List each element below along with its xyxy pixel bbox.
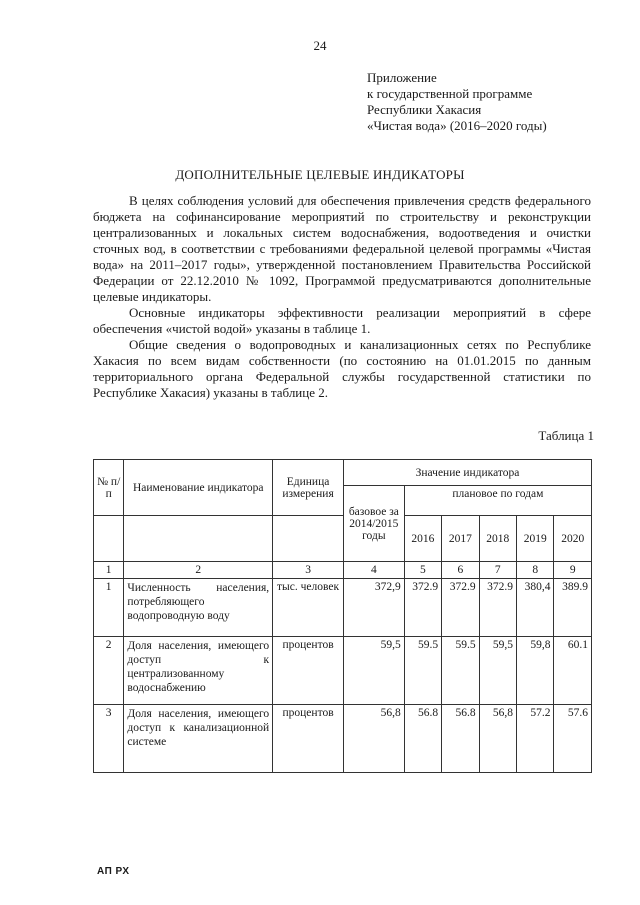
header-year: 2019 [517, 516, 554, 562]
table-label: Таблица 1 [538, 428, 594, 443]
row-unit: тыс. человек [273, 579, 344, 637]
column-number: 7 [479, 562, 516, 579]
body-text [93, 193, 591, 401]
row-unit: процентов [273, 637, 344, 705]
header-year: 2016 [404, 516, 441, 562]
row-value: 56,8 [479, 705, 516, 773]
appendix-line: Республики Хакасия [367, 102, 482, 117]
column-number: 1 [94, 562, 124, 579]
row-value: 372.9 [442, 579, 479, 637]
row-value: 56.8 [442, 705, 479, 773]
row-value: 60.1 [554, 637, 592, 705]
page-number: 24 [313, 38, 327, 53]
header-year: 2020 [554, 516, 592, 562]
row-value: 56.8 [404, 705, 441, 773]
header-name: Наименование индикатора [124, 460, 273, 516]
table-row [94, 637, 592, 705]
header-blank [94, 516, 124, 562]
paragraph: Общие сведения о водопроводных и канализационных сетях по Республике Хакасия по всем видам собственности (по состоянию на 01.01.2015 по данным территориального органа Федеральной службы государственной статистики по Республике Хакасия) указаны в таблице 2. [93, 337, 591, 400]
row-value: 59,8 [517, 637, 554, 705]
row-unit: процентов [273, 705, 344, 773]
header-value-group: Значение индикатора [343, 460, 591, 486]
header-unit: Единица измерения [273, 460, 344, 516]
row-name: Доля населения, имеющего доступ к канализационной системе [124, 705, 273, 773]
row-num: 1 [94, 579, 124, 637]
header-base: базовое за 2014/2015 годы [343, 486, 404, 562]
row-value: 380,4 [517, 579, 554, 637]
appendix-line: «Чистая вода» (2016–2020 годы) [367, 118, 547, 133]
row-value: 372.9 [479, 579, 516, 637]
row-base: 56,8 [343, 705, 404, 773]
column-number: 3 [273, 562, 344, 579]
column-number: 4 [343, 562, 404, 579]
row-num: 2 [94, 637, 124, 705]
row-name: Доля населения, имеющего доступ к централизованному водоснабжению [124, 637, 273, 705]
row-num: 3 [94, 705, 124, 773]
indicators-table [93, 459, 592, 773]
row-value: 59.5 [404, 637, 441, 705]
row-name: Численность населения, потребляющего водопроводную воду [124, 579, 273, 637]
header-blank [124, 516, 273, 562]
row-value: 57.6 [554, 705, 592, 773]
appendix-header [367, 70, 547, 134]
table-row [94, 579, 592, 637]
header-year: 2018 [479, 516, 516, 562]
appendix-line: к государственной программе [367, 86, 533, 101]
header-planned-group: плановое по годам [404, 486, 591, 516]
column-number-row [94, 562, 592, 579]
row-value: 389.9 [554, 579, 592, 637]
row-base: 59,5 [343, 637, 404, 705]
table-row [94, 705, 592, 773]
column-number: 9 [554, 562, 592, 579]
appendix-line: Приложение [367, 70, 437, 85]
row-value: 57.2 [517, 705, 554, 773]
row-value: 372.9 [404, 579, 441, 637]
header-num: № п/п [94, 460, 124, 516]
header-blank [273, 516, 344, 562]
footer-mark: АП РХ [97, 866, 130, 877]
row-value: 59.5 [442, 637, 479, 705]
paragraph: Основные индикаторы эффективности реализации мероприятий в сфере обеспечения «чистой водой» указаны в таблице 1. [93, 305, 591, 336]
header-year: 2017 [442, 516, 479, 562]
row-base: 372,9 [343, 579, 404, 637]
document-title: ДОПОЛНИТЕЛЬНЫЕ ЦЕЛЕВЫЕ ИНДИКАТОРЫ [175, 167, 465, 182]
column-number: 8 [517, 562, 554, 579]
column-number: 6 [442, 562, 479, 579]
row-value: 59,5 [479, 637, 516, 705]
column-number: 5 [404, 562, 441, 579]
column-number: 2 [124, 562, 273, 579]
paragraph: В целях соблюдения условий для обеспечения привлечения средств федерального бюджета на софинансирование мероприятий по строительству и реконструкции централизованных и локальных систем водоснабжения, водоотведения и очистки сточных вод, в соответствии с требованиями федеральной целевой программы «Чистая вода» на 2011–2017 годы», утвержденной постановлением Правительства Российской Федерации от 22.12.2010 № 1092, Программой предусматриваются дополнительные целевые индикаторы. [93, 193, 591, 304]
